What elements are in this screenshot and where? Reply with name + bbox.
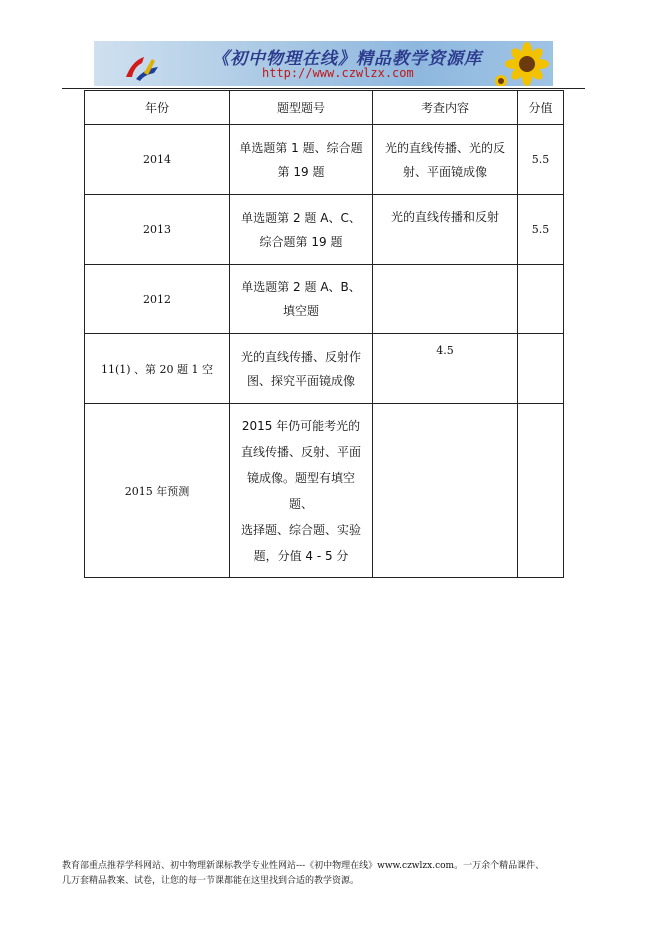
column-header: 分值 (518, 91, 564, 125)
question-type-cell (230, 195, 373, 265)
content-cell (373, 125, 518, 195)
cell-line: 光的直线传播、反射作 (240, 349, 361, 364)
year-cell: 2015 年预测 (85, 404, 230, 578)
cell-line: 镜成像。题型有填空题、 (246, 470, 355, 511)
question-type-cell (230, 404, 373, 578)
column-header: 年份 (85, 91, 230, 125)
table-row (85, 195, 564, 265)
cell-line: 综合题第 19 题 (259, 234, 343, 249)
table-row (85, 404, 564, 578)
footer-line: 几万套精品教案、试卷，让您的每一节课都能在这里找到合适的教学资源。 (62, 876, 360, 886)
cell-line: 2015 年仍可能考光的 (241, 418, 361, 433)
site-logo-icon (122, 51, 162, 83)
banner-title: 《初中物理在线》精品教学资源库 (212, 49, 482, 69)
header-banner (94, 41, 553, 86)
content-cell (373, 404, 518, 578)
score-cell: 5.5 (518, 195, 564, 265)
column-header: 考查内容 (373, 91, 518, 125)
cell-line: 直线传播、反射、平面 (240, 444, 361, 459)
cell-line: 光的直线传播、光的反 (384, 140, 505, 155)
cell-line: 光的直线传播和反射 (390, 210, 499, 224)
table-row (85, 125, 564, 195)
content-cell (373, 265, 518, 334)
cell-line: 题，分值 4 - 5 分 (253, 548, 349, 563)
content-cell (373, 195, 518, 265)
cell-line: 单选题第 2 题 A、B、 (241, 280, 361, 294)
question-type-cell (230, 265, 373, 334)
exam-analysis-table (84, 90, 564, 578)
cell-line: 图、探究平面镜成像 (246, 373, 355, 388)
cell-line: 填空题 (282, 304, 319, 318)
score-cell (518, 404, 564, 578)
header-rule (62, 88, 585, 89)
cell-line: 单选题第 1 题、综合题 (239, 140, 363, 155)
score-cell (518, 265, 564, 334)
year-cell: 11(1) 、第 20 题 1 空 (85, 334, 230, 404)
cell-line: 射、平面镜成像 (402, 164, 487, 179)
footer-line: 教育部重点推荐学科网站、初中物理新课标教学专业性网站---《初中物理在线》www.czwlzx.com。一万余个精品课件、 (62, 861, 545, 871)
table-row (85, 265, 564, 334)
page-footer (62, 859, 602, 889)
score-cell: 5.5 (518, 125, 564, 195)
cell-line: 第 19 题 (277, 164, 325, 179)
table-header-row (85, 91, 564, 125)
banner-url[interactable]: http://www.czwlzx.com (262, 66, 414, 80)
year-cell: 2012 (85, 265, 230, 334)
question-type-cell (230, 125, 373, 195)
year-cell: 2013 (85, 195, 230, 265)
score-cell (518, 334, 564, 404)
column-header: 题型题号 (230, 91, 373, 125)
question-type-cell (230, 334, 373, 404)
cell-line: 单选题第 2 题 A、C、 (241, 210, 361, 225)
year-cell: 2014 (85, 125, 230, 195)
sunflower-icon (493, 41, 553, 86)
table-row (85, 334, 564, 404)
content-cell: 4.5 (373, 334, 518, 404)
cell-line: 选择题、综合题、实验 (240, 522, 361, 537)
